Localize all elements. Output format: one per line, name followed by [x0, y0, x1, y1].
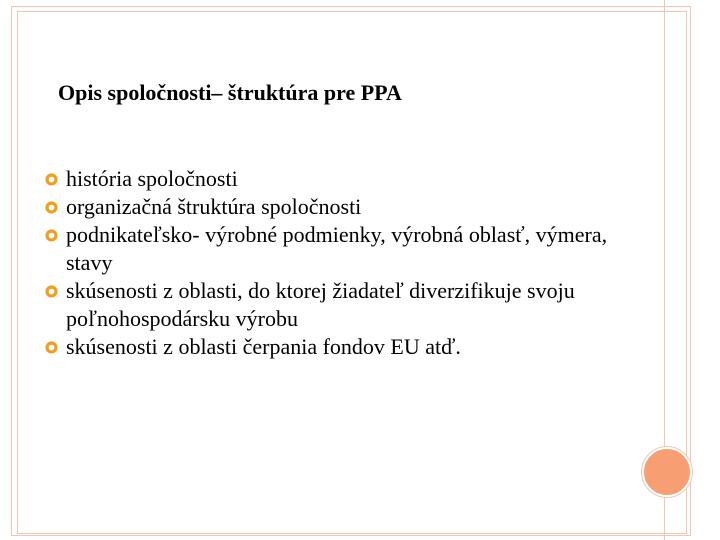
bullet-list — [44, 165, 634, 361]
bullet-text: skúsenosti z oblasti, do ktorej žiadateľ diverzifikuje svoju poľnohospodársku výrobu — [66, 278, 575, 331]
bullet-text: skúsenosti z oblasti čerpania fondov EU atď. — [66, 334, 461, 359]
bullet-item — [44, 277, 634, 333]
gear-icon — [44, 340, 59, 355]
bullet-item — [44, 221, 634, 277]
bullet-item — [44, 193, 634, 221]
bullet-text: organizačná štruktúra spoločnosti — [66, 194, 362, 219]
gear-icon — [44, 284, 59, 299]
gear-icon — [44, 172, 59, 187]
bullet-item — [44, 333, 634, 361]
gear-icon — [44, 228, 59, 243]
slide-title: Opis spoločnosti– štruktúra pre PPA — [58, 80, 402, 105]
bullet-text: história spoločnosti — [66, 166, 238, 191]
bullet-text: podnikateľsko- výrobné podmienky, výrobná oblasť, výmera, stavy — [66, 222, 608, 275]
bullet-item — [44, 165, 634, 193]
decorative-circle — [642, 447, 692, 497]
gear-icon — [44, 200, 59, 215]
